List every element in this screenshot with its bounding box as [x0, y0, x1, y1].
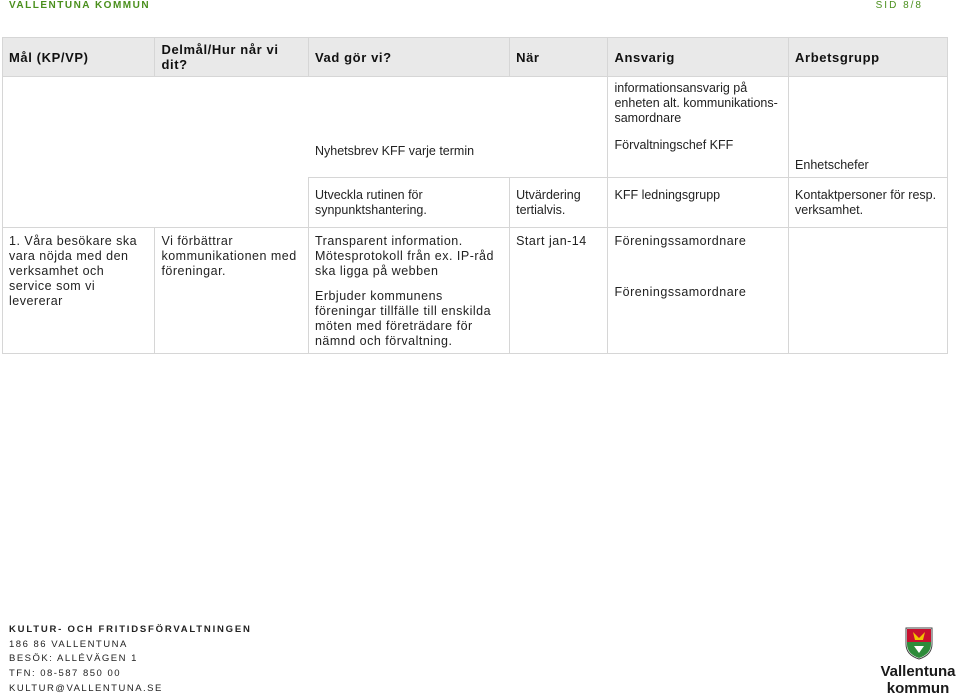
footer-address — [9, 623, 252, 697]
cell-delmal — [155, 227, 309, 353]
ansvarig-text: KFF ledningsgrupp — [614, 187, 721, 202]
col-header-mal: Mål (KP/VP) — [3, 38, 155, 77]
cell-empty — [3, 177, 309, 227]
cell-mal — [3, 227, 155, 353]
mal-text: 1. Våra besökare ska vara nöjda med den verksamhet och service som vi levererar — [9, 233, 138, 308]
delmal-text: Vi förbättrar kommunikationen med föreningar. — [161, 233, 297, 278]
vad-text: Erbjuder kommunens föreningar tillfälle till enskilda möten med företrädare för nämnd och förvaltning. — [314, 288, 492, 348]
col-header-ansvarig: Ansvarig — [608, 38, 789, 77]
cell-arbetsgrupp — [789, 77, 948, 177]
footer-department: KULTUR- OCH FRITIDSFÖRVALTNINGEN — [9, 624, 252, 635]
table-row — [3, 177, 948, 227]
cell-vad — [308, 227, 509, 353]
header-org-name: VALLENTUNA KOMMUN — [9, 0, 151, 11]
table-row — [3, 77, 948, 177]
arbetsgrupp-text: Enhetschefer — [795, 157, 869, 172]
col-header-delmal: Delmål/Hur når vi dit? — [155, 38, 309, 77]
col-header-vad: Vad gör vi? — [308, 38, 509, 77]
nar-text: Start jan-14 — [516, 233, 587, 248]
logo-line-2: kommun — [886, 680, 950, 697]
table-row — [3, 227, 948, 353]
ansvarig-text: Föreningssamordnare — [614, 233, 747, 248]
cell-ansvarig — [608, 77, 789, 177]
table-header-row — [3, 38, 948, 77]
action-plan-table — [2, 37, 948, 354]
coat-of-arms-icon — [904, 626, 934, 660]
cell-arbetsgrupp — [789, 177, 948, 227]
cell-ansvarig — [608, 227, 789, 353]
cell-vad — [308, 177, 509, 227]
arbetsgrupp-text: Kontaktpersoner för resp. verksamhet. — [795, 187, 937, 217]
vad-text: Transparent information. Mötesprotokoll från ex. IP-råd ska ligga på webben — [314, 233, 494, 278]
footer-visit: BESÖK: ALLÉVÄGEN 1 — [9, 653, 138, 665]
col-header-arbetsgrupp: Arbetsgrupp — [789, 38, 948, 77]
vallentuna-logo — [880, 626, 956, 696]
cell-nar — [510, 177, 608, 227]
footer-postal: 186 86 VALLENTUNA — [9, 638, 128, 650]
cell-ansvarig — [608, 177, 789, 227]
cell-empty — [3, 77, 608, 177]
footer-email: KULTUR@VALLENTUNA.SE — [9, 682, 163, 694]
footer-phone: TFN: 08-587 850 00 — [9, 668, 122, 680]
ansvarig-text: informationsansvarig på enheten alt. kommunikations-samordnare — [614, 81, 778, 125]
nar-text: Utvärdering tertialvis. — [516, 187, 581, 217]
cell-nar — [510, 227, 608, 353]
ansvarig-text: Föreningssamordnare — [614, 284, 747, 299]
cell-arbetsgrupp — [789, 227, 948, 353]
ansvarig-text: Förvaltningschef KFF — [614, 138, 734, 152]
page-number: SID 8/8 — [875, 0, 923, 11]
logo-line-1: Vallentuna — [880, 663, 956, 680]
col-header-nar: När — [510, 38, 608, 77]
vad-text: Nyhetsbrev KFF varje termin — [314, 143, 475, 158]
vad-text: Utveckla rutinen för synpunktshantering. — [314, 187, 427, 217]
